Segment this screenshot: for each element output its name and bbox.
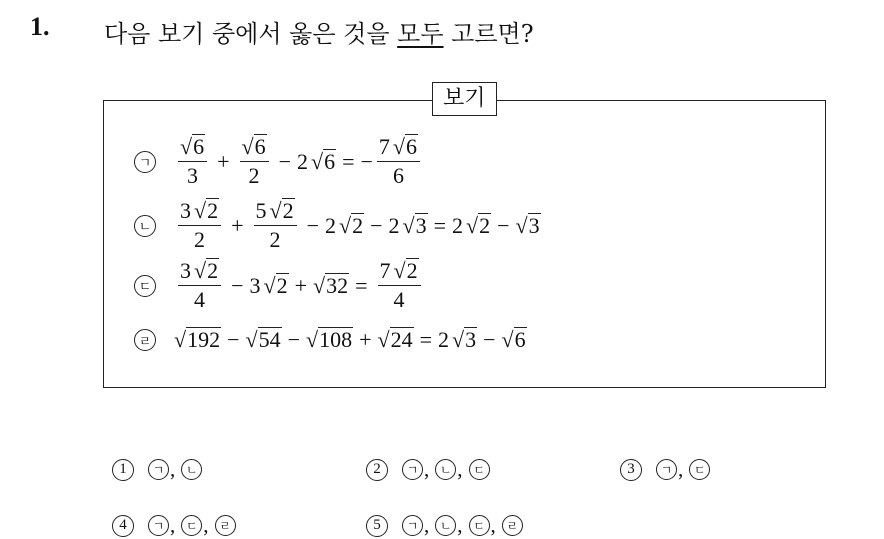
coefficient: 3 bbox=[180, 198, 191, 223]
operator: + bbox=[231, 212, 244, 238]
radicand: 108 bbox=[319, 327, 353, 352]
choice-mark: ㄹ bbox=[215, 515, 236, 536]
math-term bbox=[180, 198, 219, 223]
fraction-denominator bbox=[187, 162, 198, 189]
radical bbox=[242, 134, 267, 160]
choice-mark: ㄱ bbox=[148, 459, 169, 480]
coefficient: 2 bbox=[297, 148, 308, 174]
comma: , bbox=[170, 457, 176, 481]
bogi-title: 보기 bbox=[432, 82, 497, 116]
radical-sign: √ bbox=[194, 198, 207, 223]
fraction-numerator bbox=[178, 198, 221, 226]
operator: + bbox=[294, 272, 307, 298]
math-term bbox=[297, 149, 336, 175]
question-text-after: 고르면? bbox=[443, 20, 534, 48]
radical-sign: √ bbox=[377, 327, 390, 352]
choice-mark: ㄱ bbox=[402, 459, 423, 480]
radical-sign: √ bbox=[501, 327, 514, 352]
fraction bbox=[178, 198, 221, 253]
radical bbox=[502, 327, 527, 353]
radicand: 3 bbox=[415, 212, 427, 238]
radical bbox=[516, 213, 541, 239]
comma: , bbox=[457, 457, 463, 481]
math-term: 2 bbox=[269, 227, 281, 252]
math-term bbox=[389, 213, 428, 239]
radical-sign: √ bbox=[339, 212, 352, 238]
radicand: 3 bbox=[465, 327, 477, 352]
fraction bbox=[254, 198, 297, 253]
radical-sign: √ bbox=[393, 258, 406, 283]
operator: = bbox=[433, 212, 446, 238]
choice-number: 4 bbox=[112, 515, 134, 537]
coefficient: 5 bbox=[255, 198, 267, 223]
radical-sign: √ bbox=[269, 198, 282, 223]
radicand: 2 bbox=[479, 212, 491, 238]
radical-sign: √ bbox=[241, 134, 254, 159]
radical-sign: √ bbox=[245, 327, 258, 352]
fraction-numerator bbox=[377, 134, 420, 162]
operator: − bbox=[231, 272, 244, 298]
choice-number: 3 bbox=[620, 459, 642, 481]
choice-number: 2 bbox=[366, 459, 388, 481]
radical bbox=[306, 327, 353, 353]
coefficient: 3 bbox=[249, 272, 261, 298]
question-underlined: 모두 bbox=[397, 20, 444, 48]
coefficient: 3 bbox=[180, 258, 191, 283]
fraction-denominator bbox=[393, 162, 404, 189]
radical bbox=[194, 258, 219, 284]
comma: , bbox=[678, 457, 684, 481]
math-term bbox=[378, 327, 414, 353]
operator: + bbox=[217, 148, 230, 174]
choice-mark: ㄴ bbox=[435, 515, 456, 536]
radical bbox=[270, 198, 295, 224]
radical-sign: √ bbox=[311, 148, 324, 174]
fraction-numerator bbox=[254, 198, 297, 226]
question-number: 1. bbox=[30, 12, 50, 41]
fraction-term bbox=[174, 198, 225, 253]
math-term bbox=[180, 134, 205, 159]
fraction-denominator bbox=[194, 226, 205, 253]
answer-choice-2[interactable] bbox=[366, 457, 490, 482]
choice-mark: ㄷ bbox=[181, 515, 202, 536]
radical-sign: √ bbox=[452, 327, 465, 352]
radicand: 24 bbox=[390, 327, 413, 352]
fraction-denominator bbox=[194, 286, 205, 313]
radical-sign: √ bbox=[263, 272, 276, 298]
radicand: 2 bbox=[276, 272, 288, 298]
choice-mark: ㄴ bbox=[181, 459, 202, 480]
choice-mark: ㄷ bbox=[689, 459, 710, 480]
radicand: 6 bbox=[514, 327, 526, 352]
fraction-term bbox=[361, 134, 425, 189]
fraction-numerator bbox=[178, 134, 207, 162]
operator: − bbox=[483, 327, 496, 352]
radical-sign: √ bbox=[466, 212, 479, 238]
comma: , bbox=[424, 457, 430, 481]
math-term bbox=[246, 327, 282, 353]
math-term: 4 bbox=[194, 287, 206, 312]
coefficient: 2 bbox=[452, 212, 463, 238]
math-term bbox=[438, 327, 477, 353]
math-term bbox=[452, 213, 491, 239]
radical bbox=[378, 327, 414, 353]
radicand: 54 bbox=[258, 327, 281, 352]
minus-sign: − bbox=[360, 148, 373, 174]
operator: = bbox=[419, 327, 432, 352]
operator: + bbox=[359, 327, 372, 352]
radical-sign: √ bbox=[313, 272, 326, 298]
fraction bbox=[178, 134, 207, 189]
fraction bbox=[240, 134, 269, 189]
item-mark: ㄴ bbox=[134, 215, 156, 237]
radical bbox=[311, 149, 336, 175]
math-term bbox=[325, 213, 364, 239]
radicand: 6 bbox=[406, 134, 417, 159]
radical-sign: √ bbox=[174, 327, 187, 352]
radical bbox=[339, 213, 364, 239]
radical bbox=[393, 134, 418, 160]
choice-mark: ㄹ bbox=[502, 515, 523, 536]
coefficient: 7 bbox=[378, 134, 390, 159]
choice-mark: ㄴ bbox=[435, 459, 456, 480]
radicand: 6 bbox=[324, 148, 336, 174]
math-term: 2 bbox=[194, 227, 206, 252]
radical bbox=[246, 327, 282, 353]
math-term bbox=[379, 134, 418, 159]
radical bbox=[180, 134, 205, 160]
fraction-denominator bbox=[270, 226, 281, 253]
fraction-numerator bbox=[178, 258, 221, 286]
item-mark: ㄱ bbox=[134, 151, 156, 173]
operator: − bbox=[278, 148, 291, 174]
radicand: 2 bbox=[207, 198, 219, 223]
operator: − bbox=[306, 212, 319, 238]
math-term bbox=[242, 134, 267, 159]
bogi-item bbox=[134, 134, 424, 189]
bogi-item bbox=[134, 327, 527, 353]
bogi-item bbox=[134, 198, 541, 253]
choice-mark: ㄱ bbox=[656, 459, 677, 480]
radical bbox=[394, 258, 419, 284]
coefficient: 2 bbox=[438, 327, 449, 352]
radicand: 6 bbox=[193, 134, 205, 159]
fraction bbox=[377, 134, 420, 189]
radical bbox=[466, 213, 491, 239]
radical bbox=[194, 198, 219, 224]
math-term bbox=[306, 327, 353, 353]
choice-mark: ㄱ bbox=[402, 515, 423, 536]
radicand: 3 bbox=[528, 212, 540, 238]
radicand: 2 bbox=[207, 258, 219, 283]
fraction-denominator bbox=[394, 286, 405, 313]
fraction bbox=[378, 258, 421, 313]
coefficient: 2 bbox=[325, 212, 336, 238]
choice-number: 1 bbox=[112, 459, 134, 481]
operator: = bbox=[342, 148, 355, 174]
fraction-term bbox=[174, 134, 211, 189]
math-term: 3 bbox=[187, 163, 199, 188]
answer-choice-5[interactable] bbox=[366, 513, 523, 538]
fraction-term bbox=[236, 134, 273, 189]
radicand: 2 bbox=[282, 198, 294, 223]
fraction-term bbox=[250, 198, 301, 253]
radical-sign: √ bbox=[194, 258, 207, 283]
fraction bbox=[178, 258, 221, 313]
math-term bbox=[174, 327, 221, 353]
radical-sign: √ bbox=[402, 212, 415, 238]
radical-sign: √ bbox=[392, 134, 405, 159]
radical bbox=[313, 273, 349, 299]
coefficient: 7 bbox=[379, 258, 391, 283]
comma: , bbox=[424, 513, 430, 537]
item-mark: ㄷ bbox=[134, 275, 156, 297]
math-term: 6 bbox=[392, 163, 404, 188]
question-text bbox=[104, 14, 534, 49]
radical bbox=[403, 213, 428, 239]
math-term bbox=[380, 258, 419, 283]
radicand: 192 bbox=[187, 327, 221, 352]
math-term bbox=[180, 258, 219, 283]
radical bbox=[264, 273, 289, 299]
radicand: 32 bbox=[326, 272, 349, 298]
math-term bbox=[502, 327, 527, 353]
radical bbox=[174, 327, 221, 353]
fraction-term bbox=[374, 258, 425, 313]
operator: = bbox=[355, 272, 368, 298]
math-term bbox=[250, 273, 289, 299]
radical bbox=[452, 327, 477, 353]
radicand: 6 bbox=[254, 134, 266, 159]
math-term bbox=[313, 273, 349, 299]
choice-mark: ㄱ bbox=[148, 515, 169, 536]
comma: , bbox=[490, 513, 496, 537]
operator: − bbox=[370, 212, 383, 238]
radicand: 2 bbox=[352, 212, 364, 238]
bogi-item bbox=[134, 258, 425, 313]
fraction-denominator bbox=[249, 162, 260, 189]
comma: , bbox=[203, 513, 209, 537]
radical-sign: √ bbox=[515, 212, 528, 238]
operator: − bbox=[227, 327, 240, 352]
math-term: 4 bbox=[393, 287, 405, 312]
question-text-before: 다음 보기 중에서 옳은 것을 bbox=[104, 20, 398, 48]
item-mark: ㄹ bbox=[134, 329, 156, 351]
answer-choice-4[interactable] bbox=[112, 513, 236, 538]
coefficient: 2 bbox=[388, 212, 400, 238]
comma: , bbox=[170, 513, 176, 537]
radical-sign: √ bbox=[306, 327, 319, 352]
radicand: 2 bbox=[406, 258, 418, 283]
choice-mark: ㄷ bbox=[469, 515, 490, 536]
fraction-term bbox=[174, 258, 225, 313]
operator: − bbox=[497, 212, 510, 238]
comma: , bbox=[457, 513, 463, 537]
choice-number: 5 bbox=[366, 515, 388, 537]
answer-choice-3[interactable] bbox=[620, 457, 710, 482]
math-term bbox=[516, 213, 541, 239]
math-term bbox=[256, 198, 295, 223]
math-term: 2 bbox=[248, 163, 260, 188]
radical-sign: √ bbox=[180, 134, 193, 159]
operator: − bbox=[287, 327, 300, 352]
fraction-numerator bbox=[240, 134, 269, 162]
answer-choice-1[interactable] bbox=[112, 457, 202, 482]
choice-mark: ㄷ bbox=[469, 459, 490, 480]
fraction-numerator bbox=[378, 258, 421, 286]
